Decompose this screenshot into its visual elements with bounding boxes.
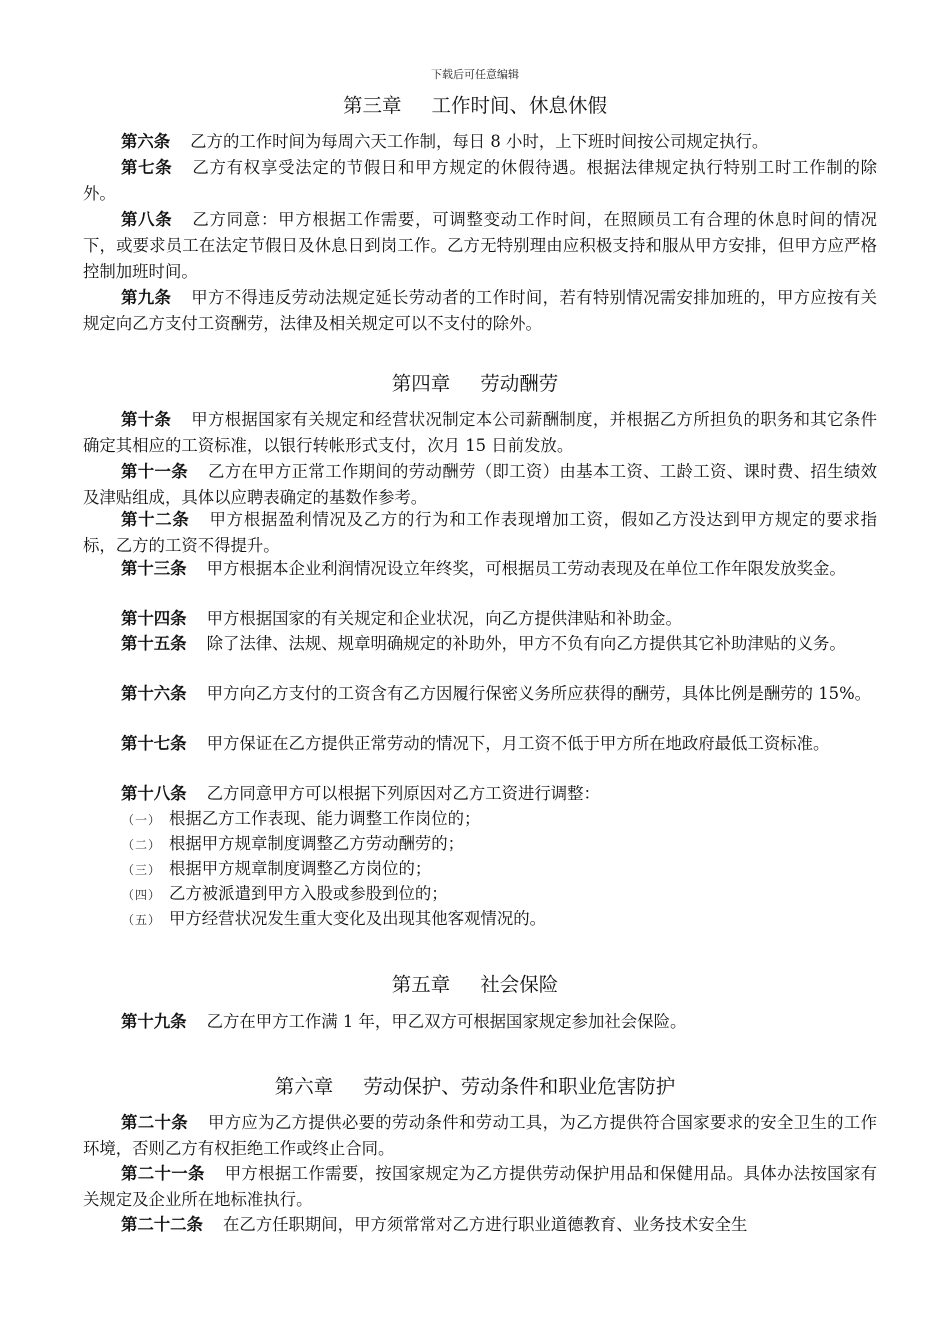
chapter-5-heading bbox=[0, 969, 950, 997]
chapter-title: 工作时间、休息休假 bbox=[431, 94, 608, 117]
chapter-3-heading bbox=[0, 90, 950, 118]
article-label: 第十四条 bbox=[121, 609, 187, 628]
list-marker: （四） bbox=[122, 888, 162, 902]
article-label: 第十九条 bbox=[121, 1012, 187, 1031]
article-19 bbox=[83, 1009, 877, 1035]
article-label: 第二十一条 bbox=[121, 1164, 205, 1183]
article-9 bbox=[83, 285, 877, 337]
list-item-text: 根据乙方工作表现、能力调整工作岗位的； bbox=[169, 809, 481, 828]
list-item-text: 甲方经营状况发生重大变化及出现其他客观情况的。 bbox=[169, 909, 546, 928]
article-6 bbox=[83, 129, 877, 155]
chapter-6-heading bbox=[0, 1071, 950, 1099]
list-marker: （一） bbox=[122, 813, 162, 827]
article-text: 甲方向乙方支付的工资含有乙方因履行保密义务所应获得的酬劳，具体比例是酬劳的 15%。 bbox=[206, 684, 872, 703]
article-label: 第十三条 bbox=[121, 559, 187, 578]
chapter-number: 第三章 bbox=[342, 94, 402, 117]
article-text: 乙方在甲方正常工作期间的劳动酬劳（即工资）由基本工资、工龄工资、课时费、招生绩效及津贴组成，具体以应聘表确定的基数作参考。 bbox=[83, 462, 878, 507]
article-11 bbox=[83, 459, 877, 511]
article-text: 甲方根据本企业利润情况设立年终奖，可根据员工劳动表现及在单位工作年限发放奖金。 bbox=[206, 559, 846, 578]
article-label: 第九条 bbox=[121, 288, 172, 307]
article-18 bbox=[83, 781, 877, 807]
article-label: 第十条 bbox=[121, 410, 172, 429]
article-text: 甲方保证在乙方提供正常劳动的情况下，月工资不低于甲方所在地政府最低工资标准。 bbox=[206, 734, 830, 753]
article-10 bbox=[83, 407, 877, 459]
article-text: 甲方根据国家的有关规定和企业状况，向乙方提供津贴和补助金。 bbox=[206, 609, 682, 628]
chapter-title: 社会保险 bbox=[480, 973, 559, 996]
article-text: 乙方同意：甲方根据工作需要，可调整变动工作时间，在照顾员工有合理的休息时间的情况下，或要求员工在法定节假日及休息日到岗工作。乙方无特别理由应积极支持和服从甲方安排，但甲方应严格控制加班时间。 bbox=[83, 210, 878, 281]
article-label: 第十一条 bbox=[121, 462, 188, 481]
article-text: 乙方在甲方工作满 1 年，甲乙双方可根据国家规定参加社会保险。 bbox=[206, 1012, 687, 1031]
list-item bbox=[122, 856, 431, 883]
chapter-number: 第六章 bbox=[274, 1075, 334, 1098]
article-text: 甲方根据盈利情况及乙方的行为和工作表现增加工资，假如乙方没达到甲方规定的要求指标，乙方的工资不得提升。 bbox=[83, 510, 878, 555]
article-label: 第十八条 bbox=[121, 784, 187, 803]
article-7 bbox=[83, 155, 877, 207]
list-item bbox=[122, 906, 546, 933]
list-marker: （五） bbox=[122, 913, 162, 927]
list-item bbox=[122, 881, 448, 908]
list-item-text: 根据甲方规章制度调整乙方岗位的； bbox=[169, 859, 432, 878]
article-label: 第八条 bbox=[121, 210, 173, 229]
list-item-text: 乙方被派遣到甲方入股或参股到位的； bbox=[169, 884, 448, 903]
article-text: 甲方根据工作需要，按国家规定为乙方提供劳动保护用品和保健用品。具体办法按国家有关规定及企业所在地标准执行。 bbox=[83, 1164, 878, 1209]
article-20 bbox=[83, 1110, 877, 1162]
article-text: 乙方有权享受法定的节假日和甲方规定的休假待遇。根据法律规定执行特别工时工作制的除外。 bbox=[83, 158, 878, 203]
article-21 bbox=[83, 1161, 877, 1213]
article-label: 第七条 bbox=[121, 158, 173, 177]
article-14 bbox=[83, 606, 877, 632]
article-text: 甲方根据国家有关规定和经营状况制定本公司薪酬制度，并根据乙方所担负的职务和其它条件确定其相应的工资标准，以银行转帐形式支付，次月 15 日前发放。 bbox=[83, 410, 878, 455]
article-17 bbox=[83, 731, 877, 757]
list-item bbox=[122, 806, 480, 833]
article-label: 第十七条 bbox=[121, 734, 187, 753]
article-22 bbox=[83, 1212, 877, 1238]
article-8 bbox=[83, 207, 877, 285]
article-text: 乙方的工作时间为每周六天工作制，每日 8 小时，上下班时间按公司规定执行。 bbox=[190, 132, 769, 151]
list-marker: （二） bbox=[122, 838, 162, 852]
article-text: 乙方同意甲方可以根据下列原因对乙方工资进行调整： bbox=[206, 784, 600, 803]
article-text: 除了法律、法规、规章明确规定的补助外，甲方不负有向乙方提供其它补助津贴的义务。 bbox=[206, 634, 846, 653]
chapter-title: 劳动保护、劳动条件和职业危害防护 bbox=[363, 1075, 676, 1098]
watermark-text: 下载后可任意编辑 bbox=[431, 68, 519, 81]
chapter-number: 第四章 bbox=[391, 372, 451, 395]
article-text: 甲方不得违反劳动法规定延长劳动者的工作时间，若有特别情况需安排加班的，甲方应按有关规定向乙方支付工资酬劳，法律及相关规定可以不支付的除外。 bbox=[83, 288, 878, 333]
article-label: 第十二条 bbox=[121, 510, 190, 529]
article-text: 在乙方任职期间，甲方须常常对乙方进行职业道德教育、业务技术安全生 bbox=[222, 1215, 748, 1234]
article-label: 第六条 bbox=[121, 132, 171, 151]
article-label: 第十六条 bbox=[121, 684, 187, 703]
list-item-text: 根据甲方规章制度调整乙方劳动酬劳的； bbox=[169, 834, 465, 853]
article-label: 第十五条 bbox=[121, 634, 187, 653]
list-marker: （三） bbox=[122, 863, 162, 877]
article-12 bbox=[83, 507, 877, 559]
list-item bbox=[122, 831, 464, 858]
article-text: 甲方应为乙方提供必要的劳动条件和劳动工具，为乙方提供符合国家要求的安全卫生的工作环境，否则乙方有权拒绝工作或终止合同。 bbox=[83, 1113, 878, 1158]
chapter-4-heading bbox=[0, 368, 950, 396]
article-label: 第二十二条 bbox=[121, 1215, 203, 1234]
article-13 bbox=[83, 556, 877, 582]
chapter-number: 第五章 bbox=[391, 973, 451, 996]
article-16 bbox=[83, 681, 877, 707]
article-label: 第二十条 bbox=[121, 1113, 188, 1132]
article-15 bbox=[83, 631, 877, 657]
chapter-title: 劳动酬劳 bbox=[480, 372, 559, 395]
